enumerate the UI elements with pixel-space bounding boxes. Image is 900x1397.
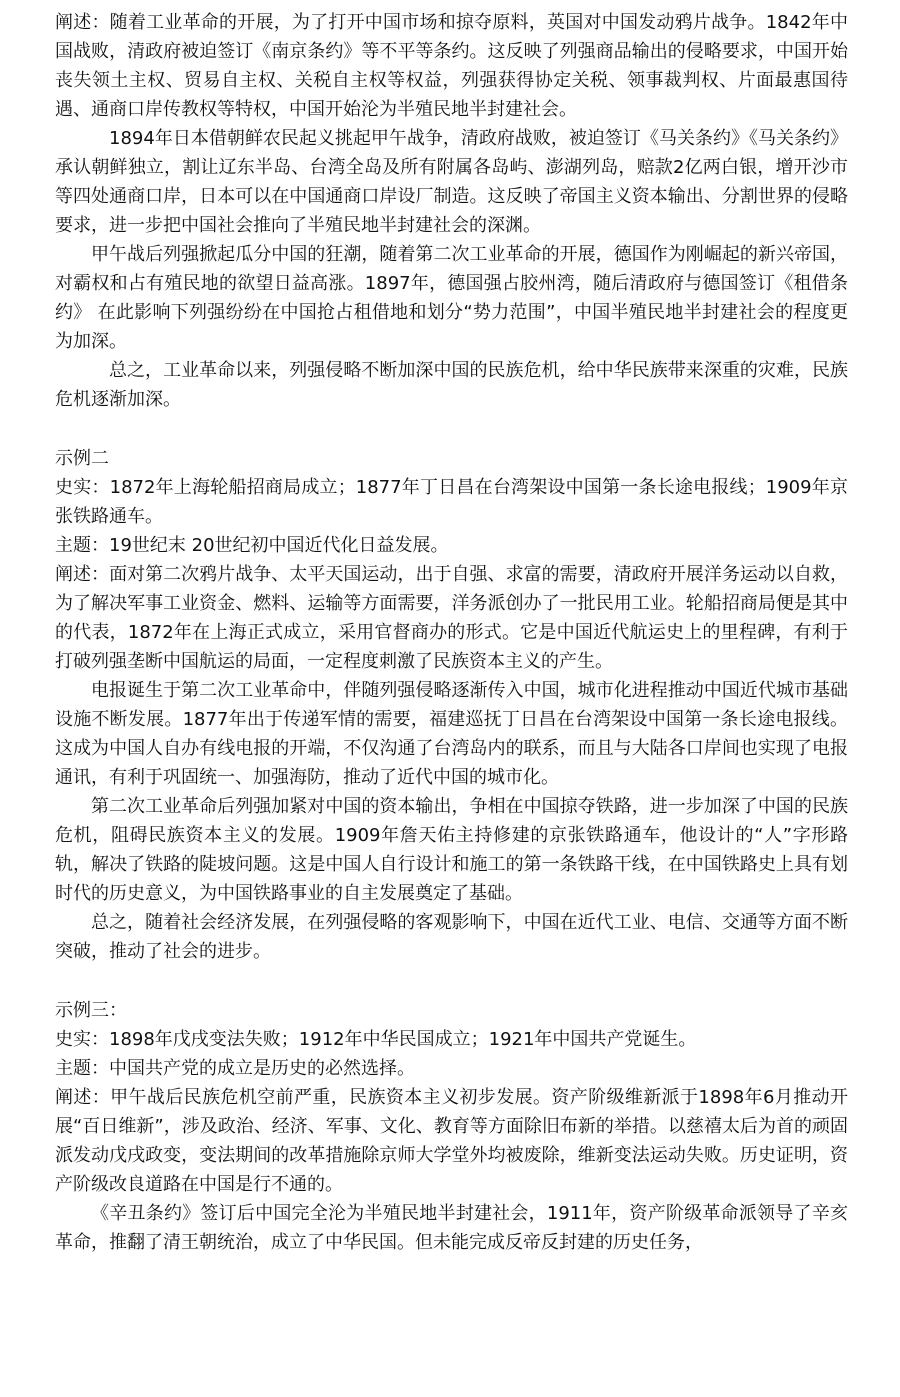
example-three-section bbox=[55, 996, 848, 1257]
example-three-title: 示例三： bbox=[55, 1000, 127, 1021]
example-one-section bbox=[55, 8, 848, 414]
example-two-paragraph-2: 电报诞生于第二次工业革命中，伴随列强侵略逐渐传入中国，城市化进程推动中国近代城市基础设施不断发展。1877年出于传递军情的需要，福建巡抚丁日昌在台湾架设中国第一条长途电报线。这成为中国人自办有线电报的开端，不仅沟通了台湾岛内的联系，而且与大陆各口岸间也实现了电报通讯，有利于巩固统一、加强海防，推动了近代中国的城市化。 bbox=[55, 680, 848, 788]
section-spacer bbox=[55, 966, 848, 996]
example-two-paragraph-3: 第二次工业革命后列强加紧对中国的资本输出，争相在中国掠夺铁路，进一步加深了中国的民族危机，阻碍民族资本主义的发展。1909年詹天佑主持修建的京张铁路通车，他设计的“人”字形路轨，解决了铁路的陡坡问题。这是中国人自行设计和施工的第一条铁路干线，在中国铁路史上具有划时代的历史意义，为中国铁路事业的自主发展奠定了基础。 bbox=[55, 796, 848, 904]
example-three-paragraph-2: 《辛丑条约》签订后中国完全沦为半殖民地半封建社会，1911年，资产阶级革命派领导了辛亥革命，推翻了清王朝统治，成立了中华民国。但未能完成反帝反封建的历史任务， bbox=[55, 1203, 848, 1253]
example-one-paragraph-2: 1894年日本借朝鲜农民起义挑起甲午战争，清政府战败，被迫签订《马关条约》《马关条约》承认朝鲜独立，割让辽东半岛、台湾全岛及所有附属各岛屿、澎湖列岛，赔款2亿两白银，增开沙市等四处通商口岸，日本可以在中国通商口岸设厂制造。这反映了帝国主义资本输出、分割世界的侵略要求，进一步把中国社会推向了半殖民地半封建社会的深渊。 bbox=[55, 128, 848, 236]
example-one-paragraph-4: 总之，工业革命以来，列强侵略不断加深中国的民族危机，给中华民族带来深重的灾难，民族危机逐渐加深。 bbox=[55, 360, 848, 410]
example-two-theme: 主题：19世纪末 20世纪初中国近代化日益发展。 bbox=[55, 535, 449, 556]
example-two-facts: 史实：1872年上海轮船招商局成立；1877年丁日昌在台湾架设中国第一条长途电报线；1909年京张铁路通车。 bbox=[55, 477, 849, 527]
example-one-paragraph-3: 甲午战后列强掀起瓜分中国的狂潮，随着第二次工业革命的开展，德国作为刚崛起的新兴帝国，对霸权和占有殖民地的欲望日益高涨。1897年，德国强占胶州湾，随后清政府与德国签订《租借条约》 在此影响下列强纷纷在中国抢占租借地和划分“势力范围”，中国半殖民地半封建社会的程度更为加深。 bbox=[55, 244, 848, 352]
example-two-paragraph-1: 阐述：面对第二次鸦片战争、太平天国运动，出于自强、求富的需要，清政府开展洋务运动以自救，为了解决军事工业资金、燃料、运输等方面需要，洋务派创办了一批民用工业。轮船招商局便是其中的代表，1872年在上海正式成立，采用官督商办的形式。它是中国近代航运史上的里程碑，有利于打破列强垄断中国航运的局面，一定程度刺激了民族资本主义的产生。 bbox=[55, 564, 848, 672]
example-three-theme: 主题：中国共产党的成立是历史的必然选择。 bbox=[55, 1058, 415, 1079]
example-two-paragraph-4: 总之，随着社会经济发展，在列强侵略的客观影响下，中国在近代工业、电信、交通等方面不断突破，推动了社会的进步。 bbox=[55, 912, 848, 962]
example-three-paragraph-1: 阐述：甲午战后民族危机空前严重，民族资本主义初步发展。资产阶级维新派于1898年6月推动开展“百日维新”，涉及政治、经济、军事、文化、教育等方面除旧布新的举措。以慈禧太后为首的顽固派发动戊戌政变，变法期间的改革措施除京师大学堂外均被废除，维新变法运动失败。历史证明，资产阶级改良道路在中国是行不通的。 bbox=[55, 1087, 848, 1195]
example-two-section bbox=[55, 444, 848, 966]
section-spacer bbox=[55, 414, 848, 444]
example-three-facts: 史实：1898年戊戌变法失败；1912年中华民国成立；1921年中国共产党诞生。 bbox=[55, 1029, 697, 1050]
example-two-title: 示例二 bbox=[55, 448, 109, 469]
example-one-paragraph-1: 阐述：随着工业革命的开展，为了打开中国市场和掠夺原料，英国对中国发动鸦片战争。1842年中国战败，清政府被迫签订《南京条约》等不平等条约。这反映了列强商品输出的侵略要求，中国开始丧失领土主权、贸易自主权、关税自主权等权益，列强获得协定关税、领事裁判权、片面最惠国待遇、通商口岸传教权等特权，中国开始沦为半殖民地半封建社会。 bbox=[55, 12, 848, 120]
